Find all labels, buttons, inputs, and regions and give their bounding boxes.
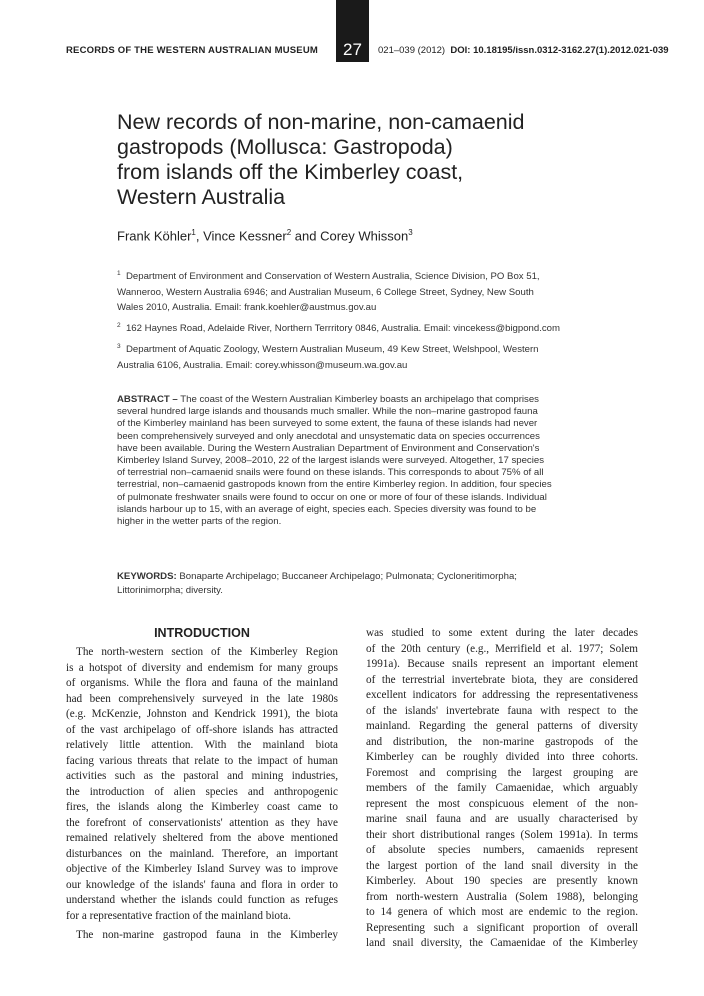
affiliation-line: $^1$ Department of Environment and Conservation of Western Australia, Science Division, PO Box 51, <box>117 270 540 283</box>
abstract-line: have been available. During the Western Australian Department of Environment and Conservation's <box>117 442 540 454</box>
affiliation-mark: 3 <box>408 228 413 237</box>
body-line: Kimberley. About 190 species are presently known <box>366 875 638 887</box>
author-list: Frank Köhler$^1$, Vince Kessner$^2$ and Corey Whisson$^3$ <box>117 228 413 244</box>
body-line: had been comprehensively surveyed in the late 1980s <box>66 692 338 705</box>
abstract-line: ABSTRACT – The coast of the Western Australian Kimberley boasts an archipelago that comprises <box>117 394 539 405</box>
abstract-line: several hundred large islands and thousands much smaller. While the non–marine gastropod fauna <box>117 406 538 418</box>
title-line: gastropods (Mollusca: Gastropoda) <box>117 135 453 159</box>
body-line: objective of the Kimberley Island Survey was to improve <box>66 863 338 875</box>
affiliation-line: Australia 6106, Australia. Email: corey.whisson@museum.wa.gov.au <box>117 359 408 371</box>
body-line: from north-western Australia (Solem 1988), belonging <box>366 890 638 903</box>
affiliation-2 <box>117 318 607 337</box>
author-name: Vince Kessner <box>203 228 287 244</box>
body-column-right <box>366 626 638 952</box>
keywords-line: Littorinimorpha; diversity. <box>117 584 223 596</box>
body-line: activities such as the pastoral and mining industries, <box>66 770 338 782</box>
title-line: New records of non-marine, non-camaenid <box>117 110 525 134</box>
body-line: for a representative fraction of the mainland biota. <box>66 909 291 922</box>
affiliation-1 <box>117 266 607 316</box>
author-name: Frank Köhler <box>117 228 192 244</box>
abstract-line: islands harbour up to 15, with an average of eight, species each. Species diversity was found to be <box>117 503 537 515</box>
body-line: of the terrestrial invertebrate biota, they are considered <box>366 673 638 686</box>
abstract <box>117 394 607 528</box>
body-line: understand whether the islands could function as refuges <box>66 894 338 906</box>
page-number: 27 <box>343 40 362 59</box>
article-title <box>117 110 637 210</box>
abstract-line: Kimberley Island Survey, 2008–2010, 22 of the largest islands were surveyed. Altogether, 17 species <box>117 455 544 467</box>
body-line: of organisms. While the flora and fauna of the mainland <box>66 677 338 689</box>
body-line: The north-western section of the Kimberley Region <box>76 646 338 658</box>
affiliation-mark: 2 <box>117 322 121 329</box>
body-line: of the 20th century (e.g., Merrifield et al. 1977; Solem <box>366 642 638 655</box>
body-line: their short distributional ranges (Solem 1991a). In terms <box>366 828 638 841</box>
keywords <box>117 570 607 597</box>
author-separator: and <box>294 228 317 244</box>
title-line: from islands off the Kimberley coast, <box>117 160 464 184</box>
body-line: our knowledge of the islands' fauna and flora in order to <box>66 878 338 891</box>
page-number-box <box>336 0 369 62</box>
body-line: mainland. Regarding the general patterns of diversity <box>366 720 638 732</box>
body-line: members of the family Camaenidae, which arguably <box>366 782 638 794</box>
body-line: relatively little attention. With the mainland biota <box>66 739 338 751</box>
body-line: Foremost and comprising the largest grouping are <box>366 766 638 779</box>
body-line: remained relatively sheltered from the above mentioned <box>66 832 338 844</box>
body-line: the largest portion of the land snail diversity in the <box>366 859 638 872</box>
body-line: of absolute species numbers, camaenids represent <box>366 844 638 856</box>
body-line: 1991a). Because snails represent an important element <box>366 658 638 670</box>
body-line: Representing such a significant proportion of overall <box>366 921 638 934</box>
body-line: fires, the islands along the Kimberley coast came to <box>66 801 338 813</box>
body-line: was studied to some extent during the later decades <box>366 627 638 639</box>
body-line: Kimberley can be roughly divided into three cohorts. <box>366 751 638 763</box>
body-line: excellent indicators for addressing the representativeness <box>366 689 638 701</box>
body-line: represent the most conspicuous element of the non- <box>366 797 638 810</box>
title-line: Western Australia <box>117 185 286 209</box>
affiliation-line: Wanneroo, Western Australia 6946; and Australian Museum, 6 College Street, Sydney, New South <box>117 286 534 298</box>
keywords-label: KEYWORDS: <box>117 571 177 582</box>
body-line: is a hotspot of diversity and endemism for many groups <box>66 661 338 674</box>
body-line: the introduction of alien species and anthropogenic <box>66 785 338 798</box>
body-line: marine snail fauna and are usually characterised by <box>366 813 638 825</box>
body-line: and distribution, the non-marine gastropods of the <box>366 735 638 748</box>
body-line: The non-marine gastropod fauna in the Kimberley <box>76 929 338 941</box>
abstract-line: of the Kimberley mainland has been surveyed to some extent, the fauna of these islands had never <box>117 418 538 430</box>
body-line: of the vast archipelago of off-shore islands has attracted <box>66 723 338 736</box>
body-line: disturbances on the mainland. Therefore, an important <box>66 847 338 860</box>
doi-value[interactable]: 10.18195/issn.0312-3162.27(1).2012.021-039 <box>473 45 669 56</box>
pages-year: 021–039 (2012) <box>378 45 446 56</box>
affiliation-3 <box>117 339 607 373</box>
abstract-line: of pulmonate freshwater snails were found to occur on one or more of four of these islands. Individual <box>117 491 547 503</box>
affiliation-mark: 2 <box>286 228 292 237</box>
body-line: land snail diversity, the Camaenidae of the Kimberley <box>366 937 638 949</box>
abstract-line: terrestrial, non–camaenid gastropods known from the entire Kimberley region. In addition, four species <box>117 479 552 491</box>
affiliation-line: Wales 2010, Australia. Email: frank.koehler@austmus.gov.au <box>117 302 377 314</box>
journal-name: RECORDS OF THE WESTERN AUSTRALIAN MUSEUM <box>66 45 319 56</box>
section-heading: INTRODUCTION <box>154 626 250 640</box>
affiliation-mark: 1 <box>117 270 121 277</box>
body-column-left <box>66 645 338 944</box>
abstract-label: ABSTRACT – <box>117 394 178 405</box>
author-name: Corey Whisson <box>320 228 409 244</box>
affiliation-line: $^2$ 162 Haynes Road, Adelaide River, Northern Terrritory 0846, Australia. Email: vincekess@bigpond.com <box>117 322 561 335</box>
citation-line <box>378 45 669 56</box>
body-line: of the islands' invertebrate fauna with respect to the <box>366 704 638 717</box>
affiliation-mark: 1 <box>191 228 196 237</box>
keywords-line: KEYWORDS: Bonaparte Archipelago; Buccaneer Archipelago; Pulmonata; Cycloneritimorpha; <box>117 571 517 582</box>
abstract-line: been comprehensively surveyed and only anecdotal and unsystematic data on species occurrences <box>117 430 540 442</box>
abstract-line: higher in the wetter parts of the region. <box>117 516 282 528</box>
body-line: the forefront of conservationists' attention as they have <box>66 816 338 829</box>
affiliation-line: $^3$ Department of Aquatic Zoology, Western Australian Museum, 49 Kew Street, Welshpool, Western <box>117 343 539 356</box>
body-line: facing various threats that relate to the impact of human <box>66 754 338 767</box>
abstract-line: of terrestrial non–camaenid snails were found on these islands. This corresponds to about 75% of all <box>117 467 544 479</box>
body-line: (e.g. McKenzie, Johnston and Kendrick 1991), the biota <box>66 708 338 720</box>
body-line: to 14 genera of which most are endemic to the region. <box>366 906 638 918</box>
affiliation-mark: 3 <box>117 343 121 350</box>
doi-label: DOI: <box>450 45 471 56</box>
